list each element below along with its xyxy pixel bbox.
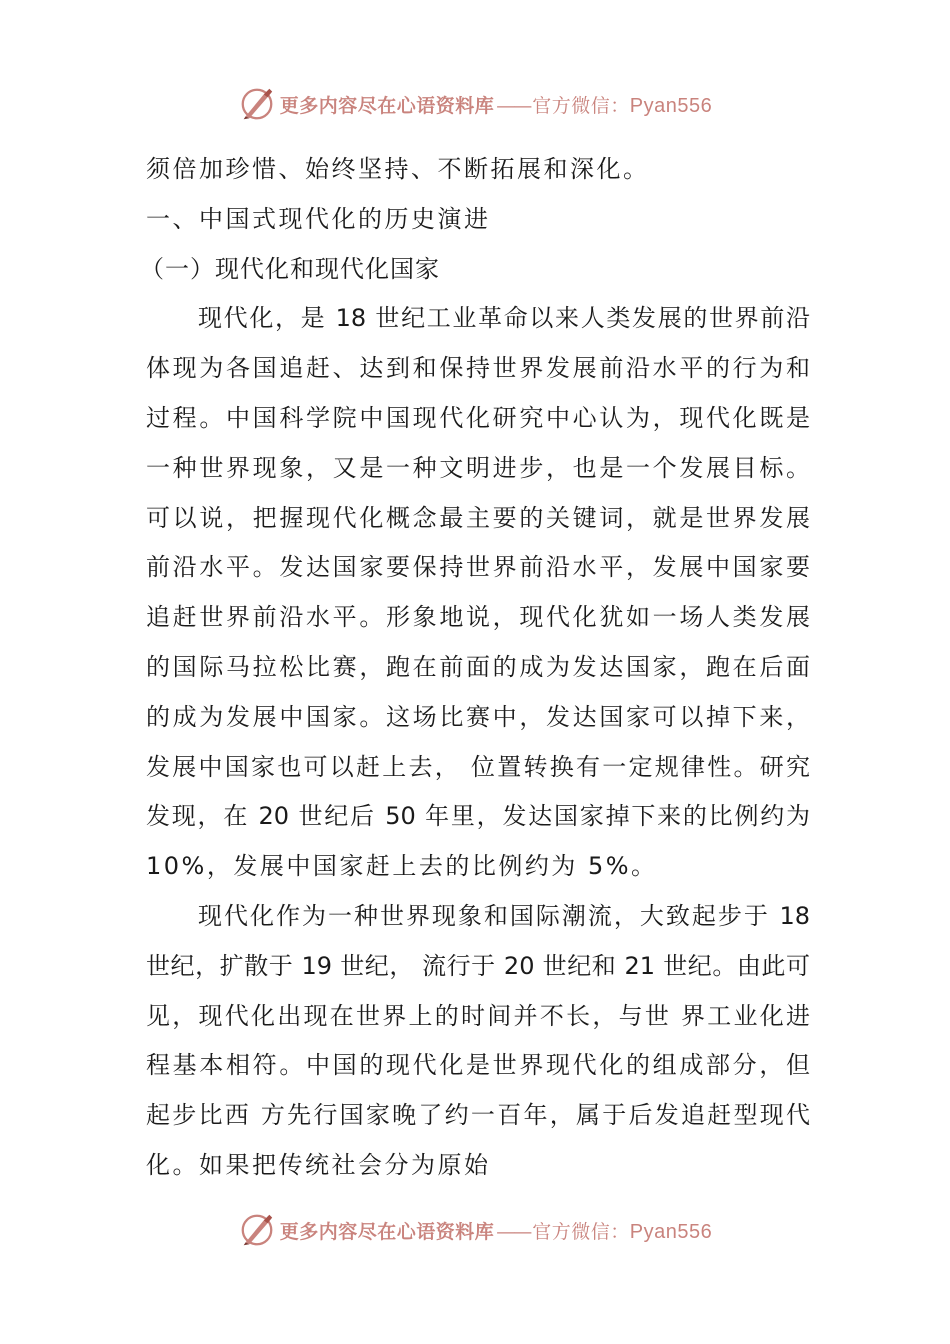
watermark-label: 官方微信：: [532, 1220, 630, 1243]
watermark-site: 更多内容尽在心语资料库: [279, 1220, 495, 1243]
text-line: 一种世界现象，又是一种文明进步，也是一个发展目标。: [146, 453, 810, 482]
text-line: 追赶世界前沿水平。形象地说，现代化犹如一场人类发展: [146, 603, 810, 632]
text-line: 过程。中国科学院中国现代化研究中心认为，现代化既是: [146, 403, 810, 432]
pen-logo-icon: [238, 1211, 276, 1249]
watermark-text: [280, 91, 713, 118]
watermark-dash: ——: [496, 94, 531, 117]
watermark-account: Pyan556: [629, 94, 713, 117]
footer-watermark: [0, 1208, 950, 1252]
text-line: 化。如果把传统社会分为原始: [146, 1150, 491, 1179]
text-line: 的国际马拉松比赛，跑在前面的成为发达国家，跑在后面: [146, 652, 810, 681]
text-line: 的成为发展中国家。这场比赛中，发达国家可以掉下来，: [146, 702, 810, 731]
text-line: 须倍加珍惜、始终坚持、不断拓展和深化。: [146, 155, 650, 183]
text-line: 体现为各国追赶、达到和保持世界发展前沿水平的行为和: [146, 354, 810, 383]
text-line: 可以说，把握现代化概念最主要的关键词，就是世界发展: [146, 503, 810, 532]
pen-logo-icon: [238, 85, 276, 123]
text-line: 起步比西 方先行国家晚了约一百年，属于后发追赶型现代: [146, 1101, 810, 1130]
watermark-label: 官方微信：: [532, 94, 630, 117]
subsection-heading: （一）现代化和现代化国家: [140, 254, 440, 283]
text-line: 现代化，是 18 世纪工业革命以来人类发展的世界前沿: [198, 304, 810, 333]
text-line: 发展中国家也可以赶上去， 位置转换有一定规律性。研究: [146, 752, 810, 781]
watermark-account: Pyan556: [629, 1220, 713, 1243]
text-line: 世纪，扩散于 19 世纪， 流行于 20 世纪和 21 世纪。由此可: [146, 951, 810, 980]
document-body: [140, 145, 810, 1191]
text-line: 前沿水平。发达国家要保持世界前沿水平，发展中国家要: [146, 553, 810, 582]
section-heading: 一、中国式现代化的历史演进: [146, 204, 491, 233]
text-line: 见，现代化出现在世界上的时间并不长，与世 界工业化进: [146, 1001, 810, 1030]
text-line: 现代化作为一种世界现象和国际潮流，大致起步于 18: [198, 901, 810, 930]
text-line: 10%，发展中国家赶上去的比例约为 5%。: [146, 852, 658, 881]
text-line: 发现，在 20 世纪后 50 年里，发达国家掉下来的比例约为: [146, 802, 810, 831]
text-line: 程基本相符。中国的现代化是世界现代化的组成部分，但: [146, 1051, 810, 1080]
watermark-site: 更多内容尽在心语资料库: [279, 94, 495, 117]
watermark-dash: ——: [496, 1220, 531, 1243]
header-watermark: [0, 82, 950, 126]
watermark-text: [280, 1217, 713, 1244]
